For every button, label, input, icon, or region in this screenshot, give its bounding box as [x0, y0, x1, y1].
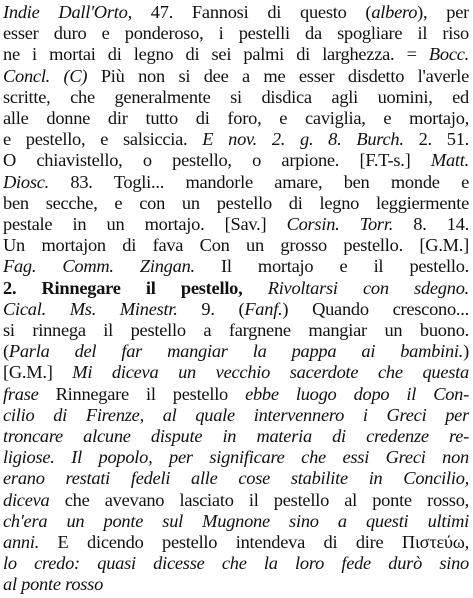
text-line [3, 467, 469, 490]
text-run: lo credo: quasi dicesse che la loro fede durò sino [3, 553, 469, 574]
text-run: Mi diceva un vecchio sacerdote che questa [72, 362, 469, 383]
text-run: scritte, che generalmente si disdica agli uomini, ed [3, 86, 469, 107]
text-line [3, 43, 469, 66]
text-line [3, 552, 469, 575]
text-run: ( [3, 341, 9, 362]
text-line [3, 171, 469, 194]
text-run: al ponte rosso [3, 574, 104, 595]
text-run: , 47. Fannosi di questo ( [127, 2, 372, 22]
text-line [3, 234, 469, 257]
text-run: E nov. 2. g. 8. Burch. [202, 129, 404, 150]
text-run: Parla del far mangiar la pappa ai bambini. [8, 341, 464, 362]
text-line [3, 107, 469, 130]
text-run: Fag. Comm. Zingan. [3, 256, 195, 277]
text-line [3, 192, 469, 215]
text-line [3, 213, 469, 236]
text-run: e pestello, e salsiccia. [3, 129, 203, 150]
text-run: esser duro e ponderoso, i pestelli da spogliare il riso [3, 23, 469, 44]
text-run: O chiavistello, o pestello, o arpione. [F.T-s.] [3, 150, 431, 171]
text-run: ligiose. Il popolo, per significare che essi Greci non [3, 447, 469, 468]
text-run: Il mortajo e il pestello. [194, 256, 469, 277]
text-run: ben secche, e con un pestello di legno leggiermente [3, 192, 469, 213]
text-run: Indie Dall'Orto [3, 2, 128, 22]
text-run: ) Quando crescono... [282, 298, 469, 319]
text-run: 8. 14. [393, 214, 469, 234]
text-line [3, 22, 469, 45]
text-run: alle donne dir tutto di foro, e caviglia, e mortajo, [3, 108, 469, 128]
text-run: troncare alcune dispute in materia di credenze re- [3, 426, 469, 446]
text-run: pestale in un mortajo. [Sav.] [3, 214, 287, 234]
text-run: Cical. Ms. Minestr. [3, 298, 178, 319]
text-run: E dicendo pestello intendeva di dire Πιστεύω, [39, 532, 469, 552]
text-line [3, 86, 469, 109]
text-run: Diosc. [3, 171, 50, 192]
text-run: Rivoltarsi con sdegno. [267, 277, 469, 298]
text-line [3, 319, 469, 342]
text-run: 2. Rinnegare il pestello, [3, 277, 268, 298]
text-run: diceva [3, 489, 50, 510]
text-run: Corsin. Torr. [286, 214, 394, 234]
text-run: ), per [417, 2, 469, 22]
text-line [3, 277, 469, 300]
text-run: 83. Togli... mandorle amare, ben monde e [49, 171, 469, 192]
text-run: frase [3, 383, 39, 404]
text-line [3, 298, 469, 321]
text-run: albero [371, 2, 418, 22]
text-run: 9. ( [177, 298, 245, 319]
text-run: si rinnega il pestello a fargnene mangiar un buono. [3, 320, 469, 340]
text-run: Fanf. [244, 298, 283, 319]
text-line [3, 65, 469, 88]
text-line [3, 361, 469, 384]
text-run: cilio di Firenze, al quale intervennero i Greci per [3, 404, 469, 425]
text-line [3, 128, 469, 151]
text-run: anni. [3, 532, 40, 552]
text-run: Matt. [430, 150, 469, 171]
text-line [3, 573, 469, 596]
text-line [3, 489, 469, 512]
text-line [3, 404, 469, 427]
text-run: ch'era un ponte sul Mugnone sino a questi ultimi [3, 510, 469, 531]
text-line [3, 510, 469, 533]
text-line [3, 446, 469, 469]
text-run: Più non si dee a me esser disdetto l'averle [87, 65, 469, 86]
text-line [3, 1, 469, 24]
text-run: Concl. (C) [3, 65, 88, 86]
text-run: 2. 51. [403, 129, 469, 150]
text-run: che avevano lasciato il pestello al ponte rosso, [49, 489, 469, 510]
text-line [3, 383, 469, 406]
text-line [3, 149, 469, 172]
text-run: Rinnegare il pestello [38, 383, 246, 404]
text-line [3, 340, 469, 363]
text-run: ) [463, 341, 469, 362]
text-line [3, 425, 469, 448]
text-line [3, 255, 469, 278]
text-run: Bocc. [428, 44, 469, 65]
text-run: ebbe luogo dopo il Con- [245, 383, 469, 404]
text-run: erano restati fedeli alle cose stabilite in Concilio, [3, 468, 469, 489]
text-line [3, 531, 469, 554]
text-run: [G.M.] [3, 362, 73, 383]
text-run: Un mortajon di fava Con un grosso pestello. [G.M.] [3, 235, 469, 256]
text-run: ne i mortai di legno di sei palmi di larghezza. = [3, 44, 429, 65]
